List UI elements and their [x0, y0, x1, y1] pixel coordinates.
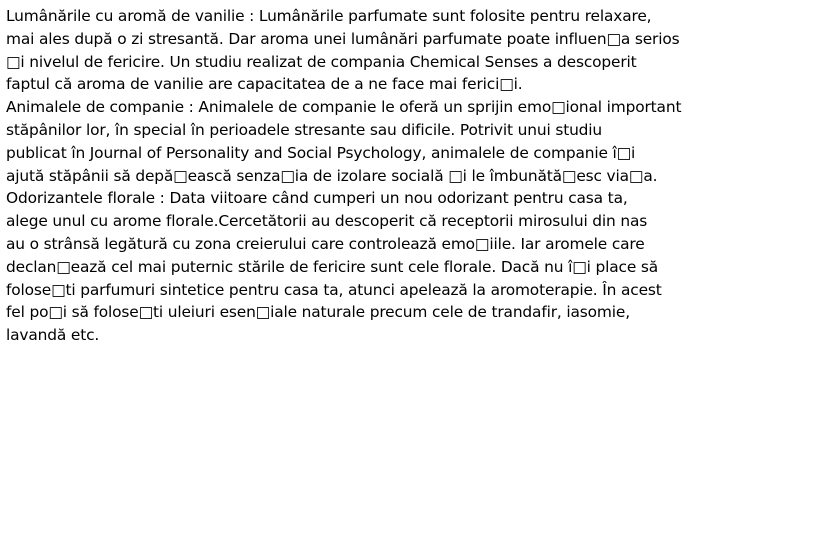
text-line-1: Lumânările cu aromă de vanilie : Lumânările parfumate sunt folosite pentru relaxare,	[6, 7, 652, 25]
text-line-3: □i nivelul de fericire. Un studiu realizat de compania Chemical Senses a descoperit	[6, 52, 637, 71]
text-line-14: fel po□i să folose□ti uleiuri esen□iale naturale precum cele de trandafir, iasomie,	[6, 303, 630, 322]
text-line-4: faptul că aroma de vanilie are capacitatea de a ne face mai ferici□i.	[6, 75, 523, 94]
text-line-12: declan□ează cel mai puternic stările de fericire sunt cele florale. Dacă nu î□i place să	[6, 257, 659, 276]
text-line-5: Animalele de companie : Animalele de companie le oferă un sprijin emo□ional important	[6, 98, 682, 117]
text-line-6: stăpânilor lor, în special în perioadele stresante sau dificile. Potrivit unui studiu	[6, 120, 603, 139]
text-line-13: folose□ti parfumuri sintetice pentru casa ta, atunci apelează la aromoterapie. În acest	[6, 280, 662, 299]
text-line-9: Odorizantele florale : Data viitoare când cumperi un nou odorizant pentru casa ta,	[6, 189, 628, 208]
text-line-2: mai ales după o zi stresantă. Dar aroma unei lumânări parfumate poate influen□a serios	[6, 29, 680, 48]
text-line-15: lavandă etc.	[6, 326, 100, 345]
text-line-7: publicat în Journal of Personality and Social Psychology, animalele de companie î□i	[6, 143, 636, 162]
text-line-11: au o strânsă legătură cu zona creierului care controlează emo□iile. Iar aromele care	[6, 234, 645, 253]
text-body	[6, 5, 822, 347]
text-line-8: ajută stăpânii să depă□ească senza□ia de izolare socială □i le îmbunătă□esc via□a.	[6, 166, 658, 185]
text-line-10: alege unul cu arome florale.Cercetătorii au descoperit că receptorii mirosului din nas	[6, 212, 648, 231]
